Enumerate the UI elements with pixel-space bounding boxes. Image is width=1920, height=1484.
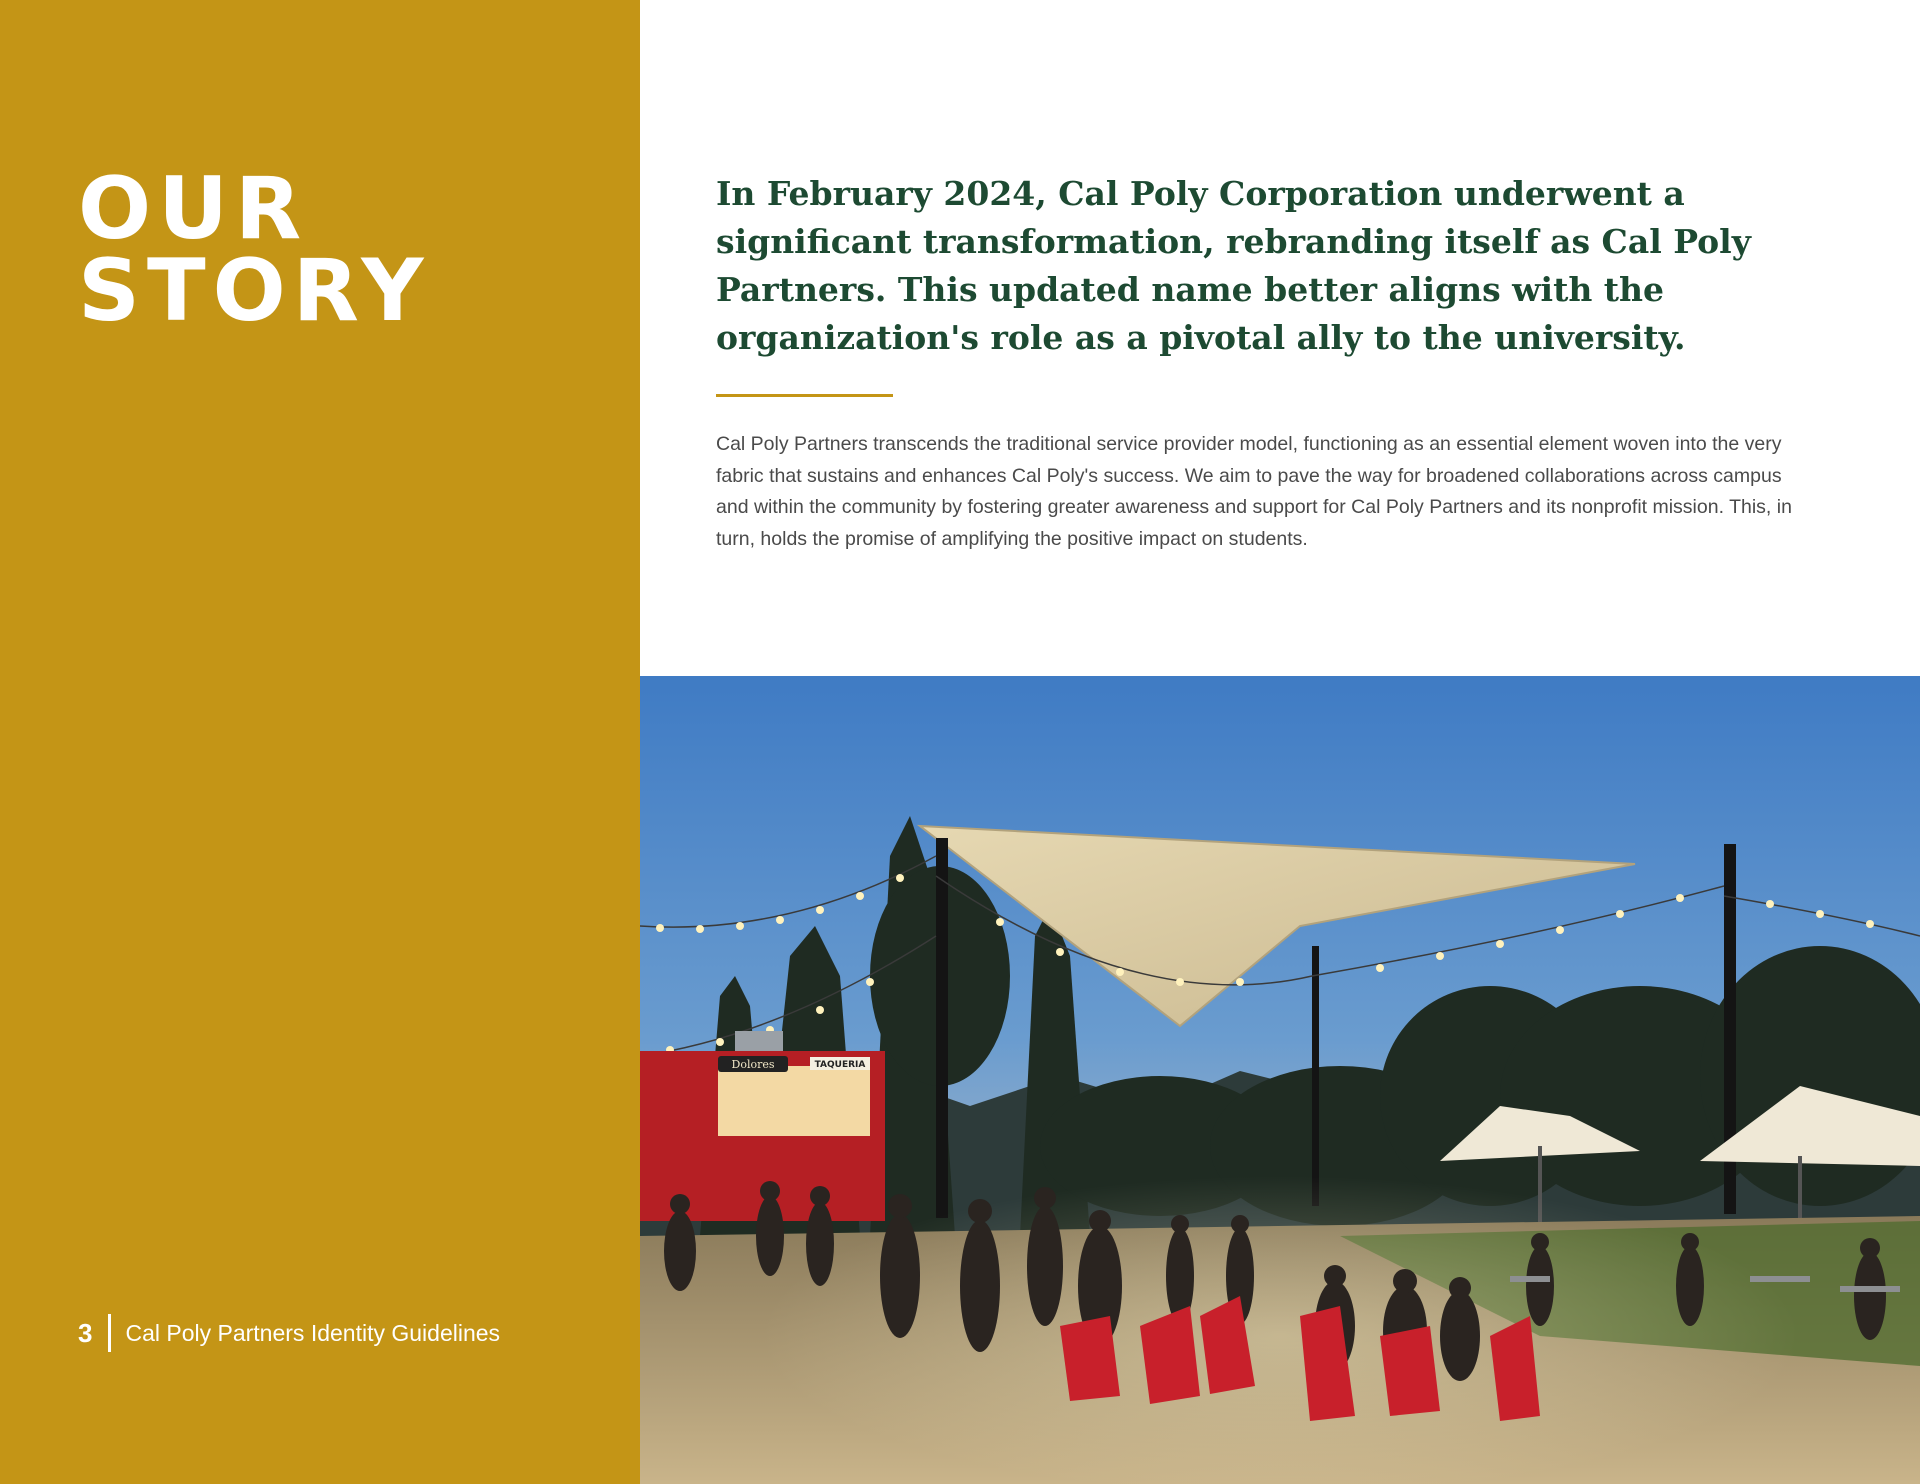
left-panel <box>0 0 640 1484</box>
accent-divider <box>716 394 893 397</box>
truck-sign-left: Dolores <box>731 1058 775 1071</box>
page-footer <box>78 1314 500 1352</box>
campus-event-photo <box>640 676 1920 1484</box>
document-title: Cal Poly Partners Identity Guidelines <box>125 1319 501 1346</box>
page-number: 3 <box>78 1317 93 1348</box>
section-title <box>78 159 431 341</box>
section-title-line-1: OUR <box>78 159 309 259</box>
story-headline: In February 2024, Cal Poly Corporation underwent a significant transformation, rebranding itself as Cal Poly Partners. This updated name better aligns with the organization's role as a pivotal ally to the university. <box>716 174 1751 357</box>
pole-left <box>936 838 948 1218</box>
pole-center <box>1312 946 1319 1206</box>
warm-glow <box>760 1176 1800 1484</box>
story-content <box>716 170 1836 555</box>
story-body: Cal Poly Partners transcends the traditional service provider model, functioning as an essential element woven into the very fabric that sustains and enhances Cal Poly's success. We aim to pave the way for broadened collaborations across campus and within the community by fostering greater awareness and support for Cal Poly Partners and its nonprofit mission. This, in turn, holds the promise of amplifying the positive impact on students. <box>716 433 1792 550</box>
section-title-line-2: STORY <box>78 241 431 341</box>
footer-divider <box>108 1314 111 1352</box>
truck-sign-right: TAQUERIA <box>814 1060 866 1070</box>
photo-illustration <box>640 676 1920 1484</box>
